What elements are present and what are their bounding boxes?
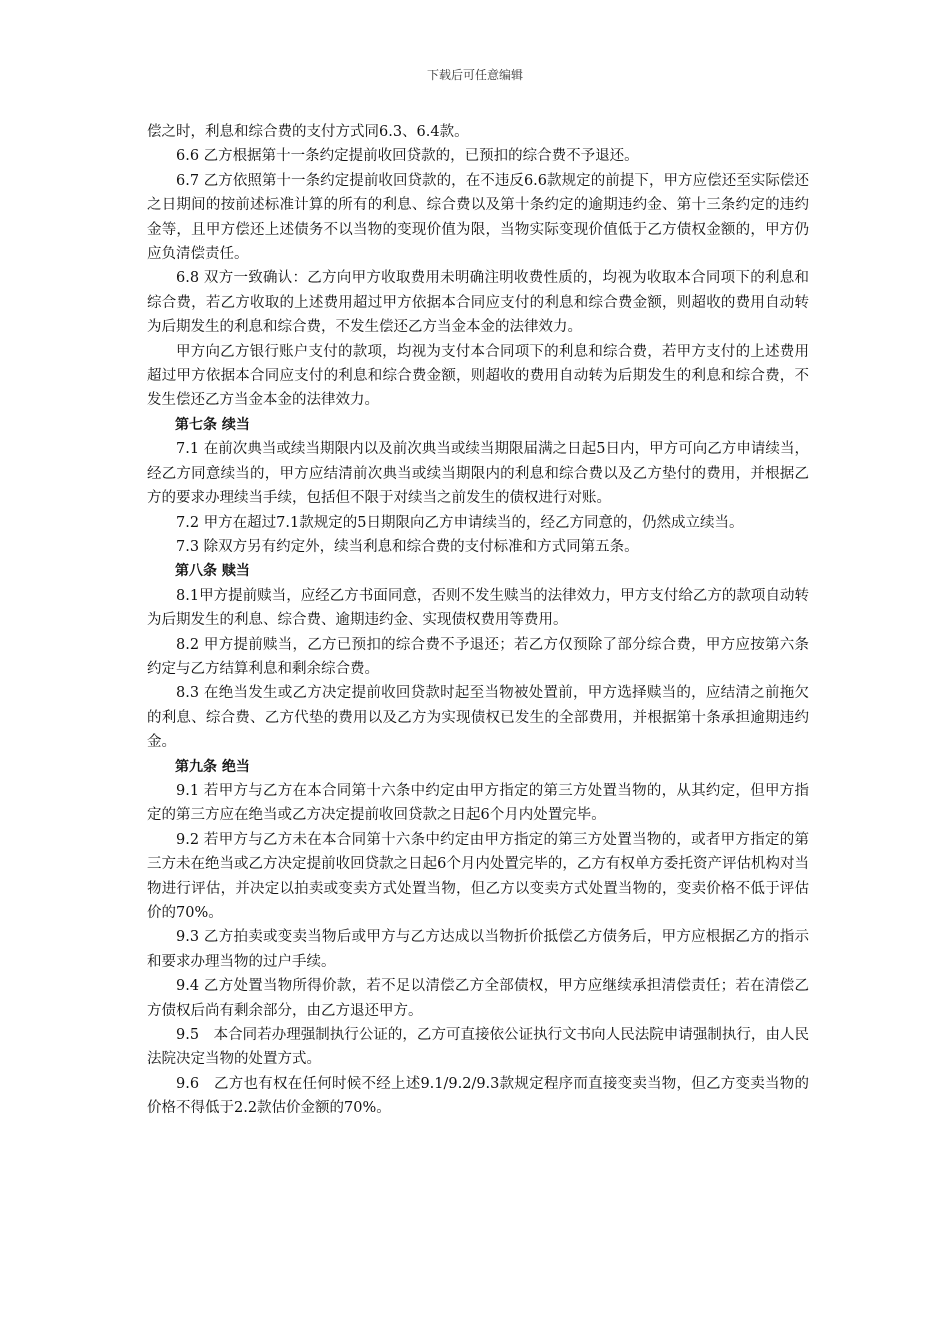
clause-9-1: 9.1 若甲方与乙方在本合同第十六条中约定由甲方指定的第三方处置当物的，从其约定，但甲方指定的第三方应在绝当或乙方决定提前收回贷款之日起6个月内处置完毕。 [147, 782, 809, 824]
clause-8-3: 8.3 在绝当发生或乙方决定提前收回贷款时起至当物被处置前，甲方选择赎当的，应结清之前拖欠的利息、综合费、乙方代垫的费用以及乙方为实现债权已发生的全部费用，并根据第十条承担逾期违约金。 [147, 685, 809, 751]
document-body [147, 120, 809, 1121]
article-8-heading: 第八条 赎当 [175, 563, 250, 580]
clause-7-2: 7.2 甲方在超过7.1款规定的5日期限向乙方申请续当的，经乙方同意的，仍然成立续当。 [176, 514, 744, 531]
clause-9-6: 9.6 乙方也有权在任何时候不经上述9.1/9.2/9.3款规定程序而直接变卖当物，但乙方变卖当物的价格不得低于2.2款估价金额的70%。 [147, 1075, 809, 1117]
clause-7-1: 7.1 在前次典当或续当期限内以及前次典当或续当期限届满之日起5日内，甲方可向乙方申请续当，经乙方同意续当的，甲方应结清前次典当或续当期限内的利息和综合费以及乙方垫付的费用，并根据乙方的要求办理续当手续，包括但不限于对续当之前发生的债权进行对账。 [147, 441, 809, 507]
article-7-heading: 第七条 续当 [175, 416, 250, 433]
clause-9-2: 9.2 若甲方与乙方未在本合同第十六条中约定由甲方指定的第三方处置当物的，或者甲方指定的第三方未在绝当或乙方决定提前收回贷款之日起6个月内处置完毕的，乙方有权单方委托资产评估机构对当物进行评估，并决定以拍卖或变卖方式处置当物，但乙方以变卖方式处置当物的，变卖价格不低于评估价的70%。 [147, 831, 809, 921]
clause-6-6: 6.6 乙方根据第十一条约定提前收回贷款的，已预扣的综合费不予退还。 [176, 148, 639, 165]
clause-6-7: 6.7 乙方依照第十一条约定提前收回贷款的，在不违反6.6款规定的前提下，甲方应偿还至实际偿还之日期间的按前述标准计算的所有的利息、综合费以及第十条约定的逾期违约金、第十三条约定的违约金等，且甲方偿还上述债务不以当物的变现价值为限，当物实际变现价值低于乙方债权金额的，甲方仍应负清偿责任。 [147, 172, 809, 263]
clause-8-2: 8.2 甲方提前赎当，乙方已预扣的综合费不予退还；若乙方仅预除了部分综合费，甲方应按第六条约定与乙方结算利息和剩余综合费。 [147, 636, 809, 677]
article-9-heading: 第九条 绝当 [175, 758, 250, 775]
clause-9-3: 9.3 乙方拍卖或变卖当物后或甲方与乙方达成以当物折价抵偿乙方债务后，甲方应根据乙方的指示和要求办理当物的过户手续。 [147, 929, 809, 970]
clause-7-3: 7.3 除双方另有约定外，续当利息和综合费的支付标准和方式同第五条。 [176, 538, 639, 555]
clause-8-1: 8.1甲方提前赎当，应经乙方书面同意，否则不发生赎当的法律效力，甲方支付给乙方的款项自动转为后期发生的利息、综合费、逾期违约金、实现债权费用等费用。 [147, 587, 809, 629]
clause-9-4: 9.4 乙方处置当物所得价款，若不足以清偿乙方全部债权，甲方应继续承担清偿责任；若在清偿乙方债权后尚有剩余部分，由乙方退还甲方。 [147, 978, 809, 1019]
paragraph-continuation: 偿之时，利息和综合费的支付方式同6.3、6.4款。 [147, 124, 469, 140]
clause-6-8-supplement: 甲方向乙方银行账户支付的款项，均视为支付本合同项下的利息和综合费，若甲方支付的上述费用超过甲方依据本合同应支付的利息和综合费金额，则超收的费用自动转为后期发生的利息和综合费，不发生偿还乙方当金本金的法律效力。 [147, 343, 809, 409]
clause-9-5: 9.5 本合同若办理强制执行公证的，乙方可直接依公证执行文书向人民法院申请强制执行，由人民法院决定当物的处置方式。 [147, 1027, 809, 1068]
clause-6-8: 6.8 双方一致确认：乙方向甲方收取费用未明确注明收费性质的，均视为收取本合同项下的利息和综合费，若乙方收取的上述费用超过甲方依据本合同应支付的利息和综合费金额，则超收的费用自动转为后期发生的利息和综合费，不发生偿还乙方当金本金的法律效力。 [147, 270, 809, 336]
page-header: 下载后可任意编辑 [426, 68, 523, 82]
